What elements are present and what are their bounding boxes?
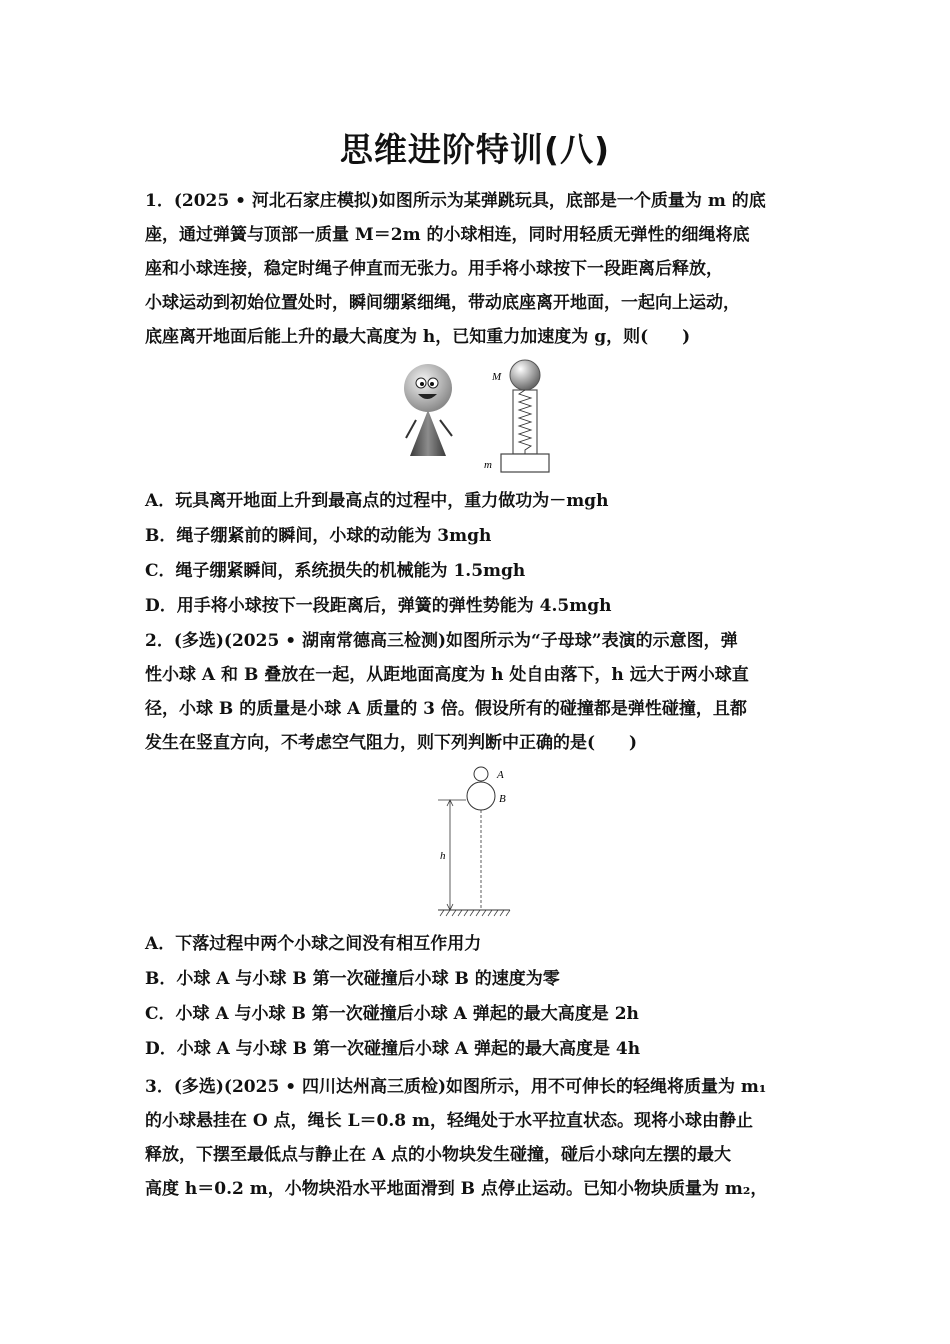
question-2-option-d[interactable]: D．小球 A 与小球 B 第一次碰撞后小球 A 弹起的最大高度是 4h [145,1039,641,1059]
spring-schematic [484,360,549,472]
question-3-line: 的小球悬挂在 O 点，绳长 L＝0.8 m，轻绳处于水平拉直状态。现将小球由静止 [145,1111,753,1131]
question-1-option-d[interactable]: D．用手将小球按下一段距离后，弹簧的弹性势能为 4.5mgh [145,596,612,616]
question-3-line: 释放，下摆至最低点与静止在 A 点的小物块发生碰撞，碰后小球向左摆的最大 [145,1145,732,1165]
question-1-line: 小球运动到初始位置处时，瞬间绷紧细绳，带动底座离开地面，一起向上运动， [145,293,740,313]
question-1-line: 1．(2025 • 河北石家庄模拟)如图所示为某弹跳玩具，底部是一个质量为 m 的底 [145,191,766,211]
question-1-line: 底座离开地面后能上升的最大高度为 h，已知重力加速度为 g，则( ) [145,327,691,347]
toy-photo [404,364,452,456]
question-2-stem [145,624,815,760]
question-1-line: 座，通过弹簧与顶部一质量 M＝2m 的小球相连，同时用轻质无弹性的细绳将底 [145,225,750,245]
question-2-line: 径，小球 B 的质量是小球 A 质量的 3 倍。假设所有的碰撞都是弹性碰撞，且都 [145,699,747,719]
spring-toy-figure [398,358,558,476]
question-3-line: 3．(多选)(2025 • 四川达州高三质检)如图所示，用不可伸长的轻绳将质量为 m₁ [145,1077,767,1097]
question-2-option-a[interactable]: A．下落过程中两个小球之间没有相互作用力 [145,934,482,954]
question-1-option-a[interactable]: A．玩具离开地面上升到最高点的过程中，重力做功为－mgh [145,491,609,511]
question-3-stem [145,1070,815,1206]
question-2-line: 发生在竖直方向，不考虑空气阻力，则下列判断中正确的是( ) [145,733,638,753]
question-1-option-c[interactable]: C．绳子绷紧瞬间，系统损失的机械能为 1.5mgh [145,561,526,581]
question-2-line: 2．(多选)(2025 • 湖南常德高三检测)如图所示为“子母球”表演的示意图，弹 [145,631,738,651]
label-B: B [499,793,506,805]
question-1-option-b[interactable]: B．绳子绷紧前的瞬间，小球的动能为 3mgh [145,526,492,546]
label-m: m [484,459,492,471]
question-3-line: 高度 h＝0.2 m，小物块沿水平地面滑到 B 点停止运动。已知小物块质量为 m₂， [145,1179,768,1199]
label-A: A [497,769,504,781]
question-1-line: 座和小球连接，稳定时绳子伸直而无张力。用手将小球按下一段距离后释放， [145,259,723,279]
label-h: h [440,850,446,862]
page-title: 思维进阶特训(八) [339,130,611,169]
question-2-option-c[interactable]: C．小球 A 与小球 B 第一次碰撞后小球 A 弹起的最大高度是 2h [145,1004,639,1024]
question-2-line: 性小球 A 和 B 叠放在一起，从距地面高度为 h 处自由落下，h 远大于两小球直 [145,665,749,685]
label-M: M [492,371,502,383]
mother-child-ball-figure [432,764,522,920]
question-2-option-b[interactable]: B．小球 A 与小球 B 第一次碰撞后小球 B 的速度为零 [145,969,560,989]
question-1-stem [145,184,815,354]
